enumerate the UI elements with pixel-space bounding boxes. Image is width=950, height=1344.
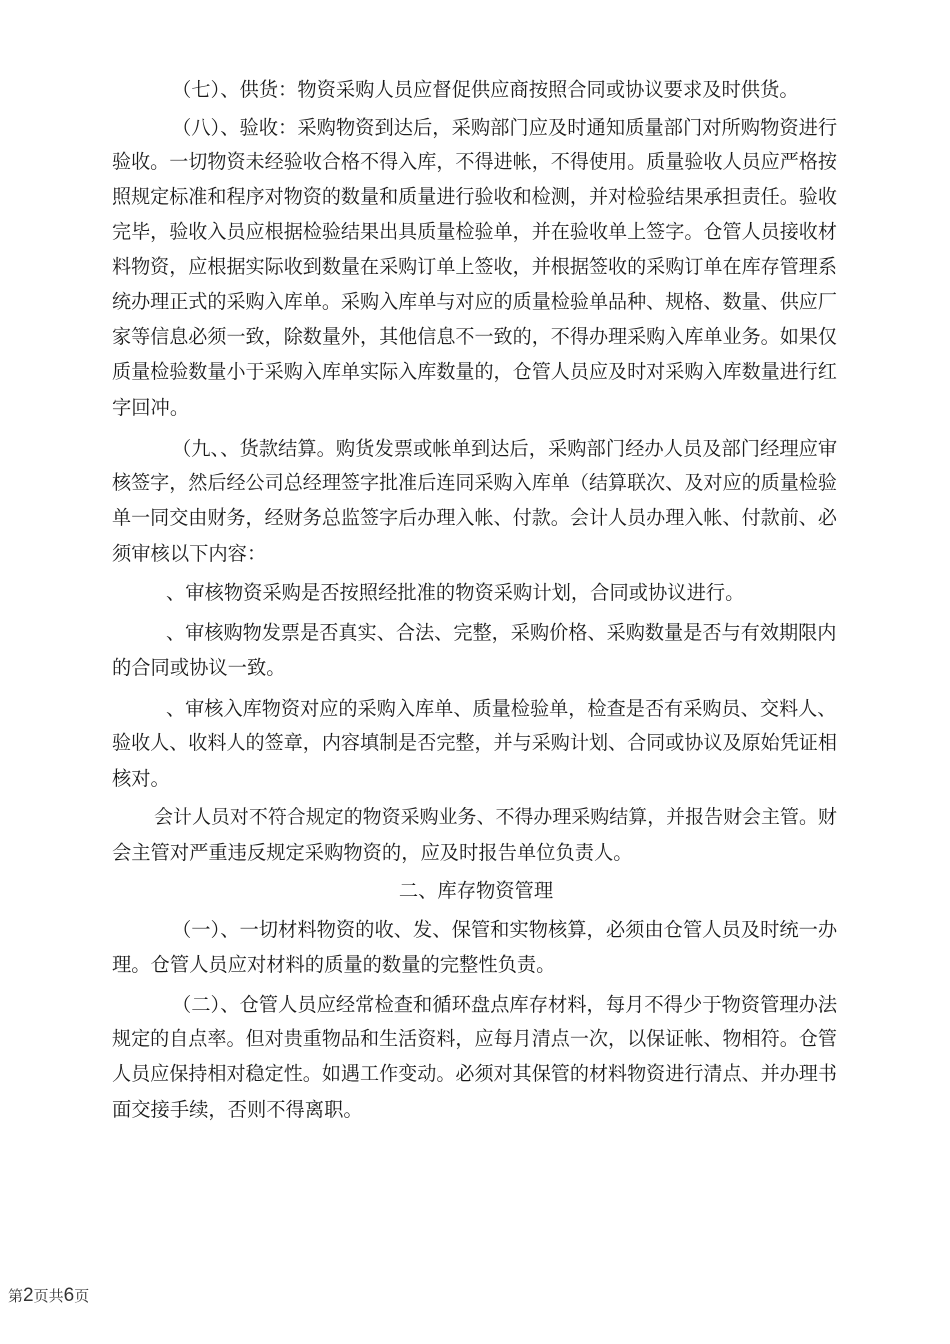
text-line: 、审核入库物资对应的采购入库单、质量检验单，检查是否有采购员、交料人、: [166, 697, 837, 720]
document-body: [112, 72, 840, 1127]
text-line: 人员应保持相对稳定性。如遇工作变动。必须对其保管的材料物资进行清点、并办理书: [112, 1063, 837, 1085]
footer-total-pages: 6: [63, 1285, 75, 1306]
text-line: （二）、仓管人员应经常检查和循环盘点库存材料，每月不得少于物资管理办法: [172, 993, 838, 1016]
text-line: 单一同交由财务，经财务总监签字后办理入帐、付款。会计人员办理入帐、付款前、必: [112, 507, 837, 529]
text-line: 完毕，验收入员应根据检验结果出具质量检验单，并在验收单上签字。仓管人员接收材: [112, 221, 837, 243]
text-line: 的合同或协议一致。: [112, 656, 286, 679]
footer-prefix: 第: [8, 1287, 24, 1305]
text-line: 须审核以下内容：: [112, 542, 267, 565]
footer-suffix: 页: [74, 1287, 90, 1305]
text-line: 理。仓管人员应对材料的质量的数量的完整性负责。: [112, 953, 556, 976]
text-line: 家等信息必须一致，除数量外，其他信息不一致的，不得办理采购入库单业务。如果仅: [112, 326, 837, 348]
text-line: 统办理正式的采购入库单。采购入库单与对应的质量检验单品种、规格、数量、供应厂: [112, 291, 837, 313]
text-line: 会主管对严重违反规定采购物资的，应及时报告单位负责人。: [112, 841, 633, 864]
text-line: 、审核物资采购是否按照经批准的物资采购计划，合同或协议进行。: [166, 581, 745, 604]
text-line: 核签字，然后经公司总经理签字批准后连同采购入库单（结算联次、及对应的质量检验: [112, 472, 837, 494]
text-line: 料物资，应根据实际收到数量在采购订单上签收，并根据签收的采购订单在库存管理系: [112, 256, 837, 278]
page-number-footer: [8, 1285, 89, 1307]
text-line: 面交接手续，否则不得离职。: [112, 1098, 363, 1121]
text-line: 、审核购物发票是否真实、合法、完整，采购价格、采购数量是否与有效期限内: [166, 621, 837, 644]
text-line: （九、、货款结算。购货发票或帐单到达后，采购部门经办人员及部门经理应审: [172, 437, 838, 460]
text-line: （一）、一切材料物资的收、发、保管和实物核算，必须由仓管人员及时统一办: [172, 918, 838, 941]
text-line: （八）、验收：采购物资到达后，采购部门应及时通知质量部门对所购物资进行: [172, 116, 838, 139]
text-line: 质量检验数量小于采购入库单实际入库数量的，仓管人员应及时对采购入库数量进行红: [112, 361, 837, 383]
text-line: 验收人、收料人的签章，内容填制是否完整，并与采购计划、合同或协议及原始凭证相: [112, 732, 837, 754]
text-line: 规定的自点率。但对贵重物品和生活资料，应每月清点一次，以保证帐、物相符。仓管: [112, 1028, 837, 1050]
text-line: 核对。: [112, 767, 170, 790]
text-line: 会计人员对不符合规定的物资采购业务、不得办理采购结算，并报告财会主管。财: [154, 806, 837, 828]
text-line: 照规定标准和程序对物资的数量和质量进行验收和检测，并对检验结果承担责任。验收: [112, 186, 837, 208]
text-line: （七）、供货：物资采购人员应督促供应商按照合同或协议要求及时供货。: [172, 78, 799, 101]
footer-middle: 页共: [33, 1287, 64, 1305]
text-line: 验收。一切物资未经验收合格不得入库，不得进帐，不得使用。质量验收人员应严格按: [112, 151, 837, 173]
text-line: 字回冲。: [112, 396, 190, 419]
section-heading: 二、库存物资管理: [398, 879, 554, 902]
footer-current-page: 2: [23, 1285, 34, 1306]
